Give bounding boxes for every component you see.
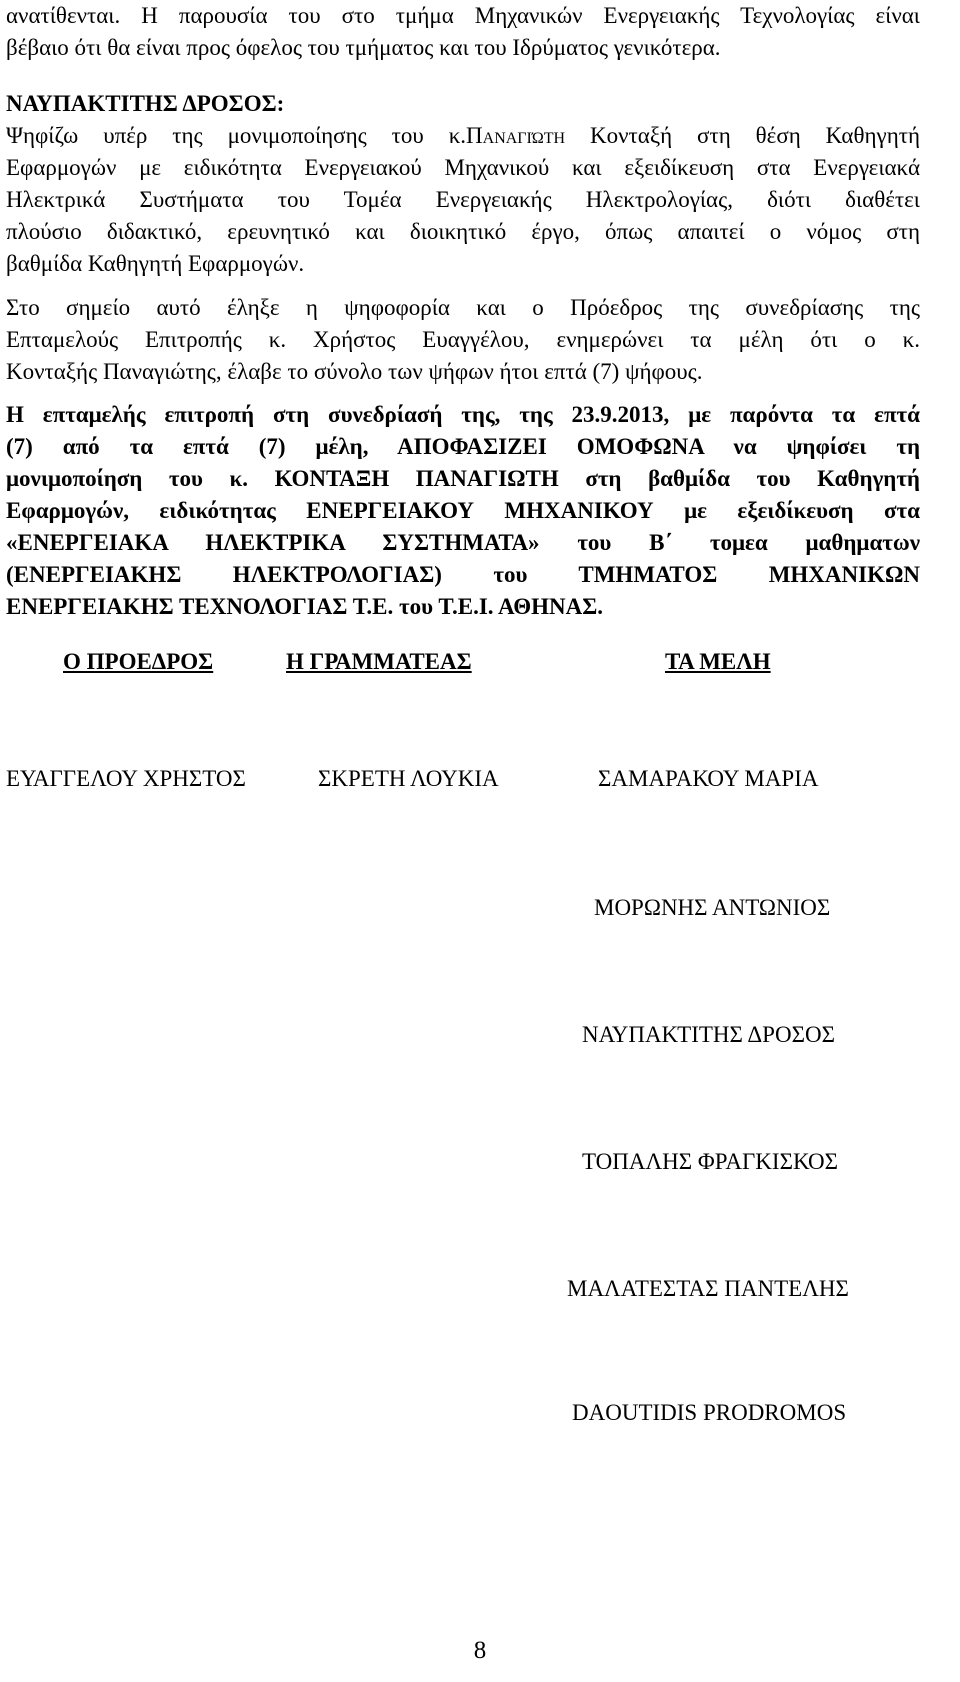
decision-line: «ΕΝΕΡΓΕΙΑΚΑ ΗΛΕΚΤΡΙΚΑ ΣΥΣΤΗΜΑΤΑ» του Β΄ τομεα μαθηματων — [6, 530, 920, 555]
vote-line-name: Παναγιώτη — [466, 123, 566, 148]
decision-line: μονιμοποίηση του κ. ΚΟΝΤΑΞΗ ΠΑΝΑΓΙΩΤΗ στη βαθμίδα του Καθηγητή — [6, 466, 920, 491]
member-name: ΜΟΡΩΝΗΣ ΑΝΤΩΝΙΟΣ — [594, 895, 831, 920]
members-header: ΤΑ ΜΕΛΗ — [665, 649, 771, 674]
decision-line: (7) από τα επτά (7) μέλη, ΑΠΟΦΑΣΙΖΕΙ ΟΜΟΦΩΝΑ να ψηφίσει τη — [6, 434, 920, 459]
vote-statement — [6, 88, 920, 280]
decision-line: Εφαρμογών, ειδικότητας ΕΝΕΡΓΕΙΑΚΟΥ ΜΗΧΑΝΙΚΟΥ με εξειδίκευση στα — [6, 498, 920, 523]
president-name: ΕΥΑΓΓΕΛΟΥ ΧΡΗΣΤΟΣ — [6, 766, 246, 791]
member-name: ΣΑΜΑΡΑΚΟΥ ΜΑΡΙΑ — [598, 766, 819, 791]
result-line: Στο σημείο αυτό έληξε η ψηφοφορία και ο Πρόεδρος της συνεδρίασης της — [6, 295, 920, 320]
page-number: 8 — [473, 1637, 487, 1664]
member-name: ΤΟΠΑΛΗΣ ΦΡΑΓΚΙΣΚΟΣ — [582, 1149, 838, 1174]
president-header: Ο ΠΡΟΕΔΡΟΣ — [63, 649, 214, 674]
vote-line-prefix: Ψηφίζω υπέρ της μονιμοποίησης του κ. — [6, 123, 467, 148]
vote-line — [6, 120, 920, 152]
vote-line: βαθμίδα Καθηγητή Εφαρμογών. — [6, 251, 305, 276]
intro-paragraph — [6, 0, 920, 64]
member-name: ΜΑΛΑΤΕΣΤΑΣ ΠΑΝΤΕΛΗΣ — [567, 1276, 849, 1301]
result-line: Κονταξής Παναγιώτης, έλαβε το σύνολο των ψήφων ήτοι επτά (7) ψήφους. — [6, 359, 703, 384]
decision-line: (ΕΝΕΡΓΕΙΑΚΗΣ ΗΛΕΚΤΡΟΛΟΓΙΑΣ) του ΤΜΗΜΑΤΟΣ ΜΗΧΑΝΙΚΩΝ — [6, 562, 920, 587]
decision-line: Η επταμελής επιτροπή στη συνεδρίασή της, της 23.9.2013, με παρόντα τα επτά — [6, 402, 920, 427]
secretary-name: ΣΚΡΕΤΗ ΛΟΥΚΙΑ — [318, 766, 499, 791]
vote-heading: ΝΑΥΠΑΚΤΙΤΗΣ ΔΡΟΣΟΣ: — [6, 91, 285, 116]
secretary-header: Η ΓΡΑΜΜΑΤΕΑΣ — [286, 649, 472, 674]
intro-line: ανατίθενται. Η παρουσία του στο τμήμα Μηχανικών Ενεργειακής Τεχνολογίας είναι — [6, 3, 920, 28]
member-name: DAOUTIDIS PRODROMOS — [572, 1400, 847, 1425]
result-paragraph — [6, 292, 920, 388]
vote-line: Ηλεκτρικά Συστήματα του Τομέα Ενεργειακής Ηλεκτρολογίας, διότι διαθέτει — [6, 187, 920, 212]
intro-line: βέβαιο ότι θα είναι προς όφελος του τμήματος και του Ιδρύματος γενικότερα. — [6, 35, 721, 60]
decision-line: ΕΝΕΡΓΕΙΑΚΗΣ ΤΕΧΝΟΛΟΓΙΑΣ Τ.Ε. του Τ.Ε.Ι. ΑΘΗΝΑΣ. — [6, 594, 604, 619]
vote-line: Εφαρμογών με ειδικότητα Ενεργειακού Μηχανικού και εξειδίκευση στα Ενεργειακά — [6, 155, 920, 180]
vote-line: πλούσιο διδακτικό, ερευνητικό και διοικητικό έργο, όπως απαιτεί ο νόμος στη — [6, 219, 920, 244]
result-line: Επταμελούς Επιτροπής κ. Χρήστος Ευαγγέλου, ενημερώνει τα μέλη ότι ο κ. — [6, 327, 920, 352]
decision-paragraph — [6, 399, 920, 623]
member-name: ΝΑΥΠΑΚΤΙΤΗΣ ΔΡΟΣΟΣ — [582, 1022, 835, 1047]
vote-line-suffix: Κονταξή στη θέση Καθηγητή — [565, 123, 920, 148]
